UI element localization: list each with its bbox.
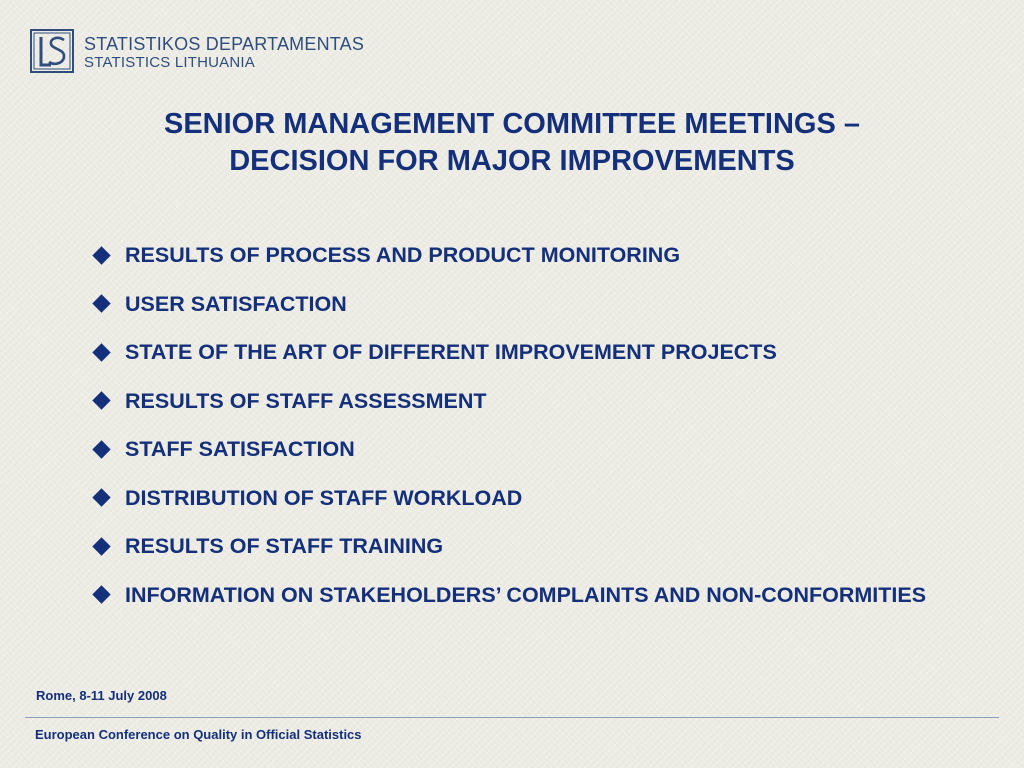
logo-name-english: STATISTICS LITHUANIA <box>84 54 255 71</box>
slide-title-line-2: DECISION FOR MAJOR IMPROVEMENTS <box>229 145 795 177</box>
bullet-item <box>88 338 938 366</box>
diamond-bullet-icon <box>88 241 114 269</box>
bullet-text: DISTRIBUTION OF STAFF WORKLOAD <box>125 485 523 510</box>
logo-name-lithuanian: STATISTIKOS DEPARTAMENTAS <box>84 32 365 54</box>
diamond-bullet-icon <box>88 581 114 609</box>
footer-conference-name: European Conference on Quality in Official Statistics <box>35 727 362 742</box>
footer-date-location: Rome, 8-11 July 2008 <box>36 688 167 703</box>
diamond-bullet-icon <box>88 484 114 512</box>
logo-text <box>84 34 364 70</box>
bullet-text: INFORMATION ON STAKEHOLDERS’ COMPLAINTS AND NON-CONFORMITIES <box>125 582 927 607</box>
footer-divider <box>25 717 999 718</box>
bullet-list <box>88 241 938 629</box>
slide-title <box>40 106 984 180</box>
diamond-bullet-icon <box>88 290 114 318</box>
bullet-text: RESULTS OF STAFF ASSESSMENT <box>125 388 487 413</box>
bullet-text: USER SATISFACTION <box>125 291 347 316</box>
bullet-text: STATE OF THE ART OF DIFFERENT IMPROVEMENT PROJECTS <box>125 340 777 364</box>
bullet-text: STAFF SATISFACTION <box>125 437 355 461</box>
bullet-item <box>88 387 938 415</box>
diamond-bullet-icon <box>88 387 114 415</box>
bullet-item <box>88 290 938 318</box>
diamond-bullet-icon <box>88 435 114 463</box>
bullet-item <box>88 484 938 512</box>
statistics-lithuania-logo-icon <box>30 29 74 73</box>
bullet-item <box>88 435 938 463</box>
bullet-item <box>88 581 938 609</box>
slide-title-line-1: SENIOR MANAGEMENT COMMITTEE MEETINGS – <box>163 108 861 140</box>
bullet-item <box>88 241 938 269</box>
organization-logo <box>30 29 390 77</box>
diamond-bullet-icon <box>88 532 114 560</box>
diamond-bullet-icon <box>88 338 114 366</box>
bullet-text: RESULTS OF STAFF TRAINING <box>125 534 444 558</box>
bullet-item <box>88 532 938 560</box>
bullet-text: RESULTS OF PROCESS AND PRODUCT MONITORING <box>125 243 681 267</box>
